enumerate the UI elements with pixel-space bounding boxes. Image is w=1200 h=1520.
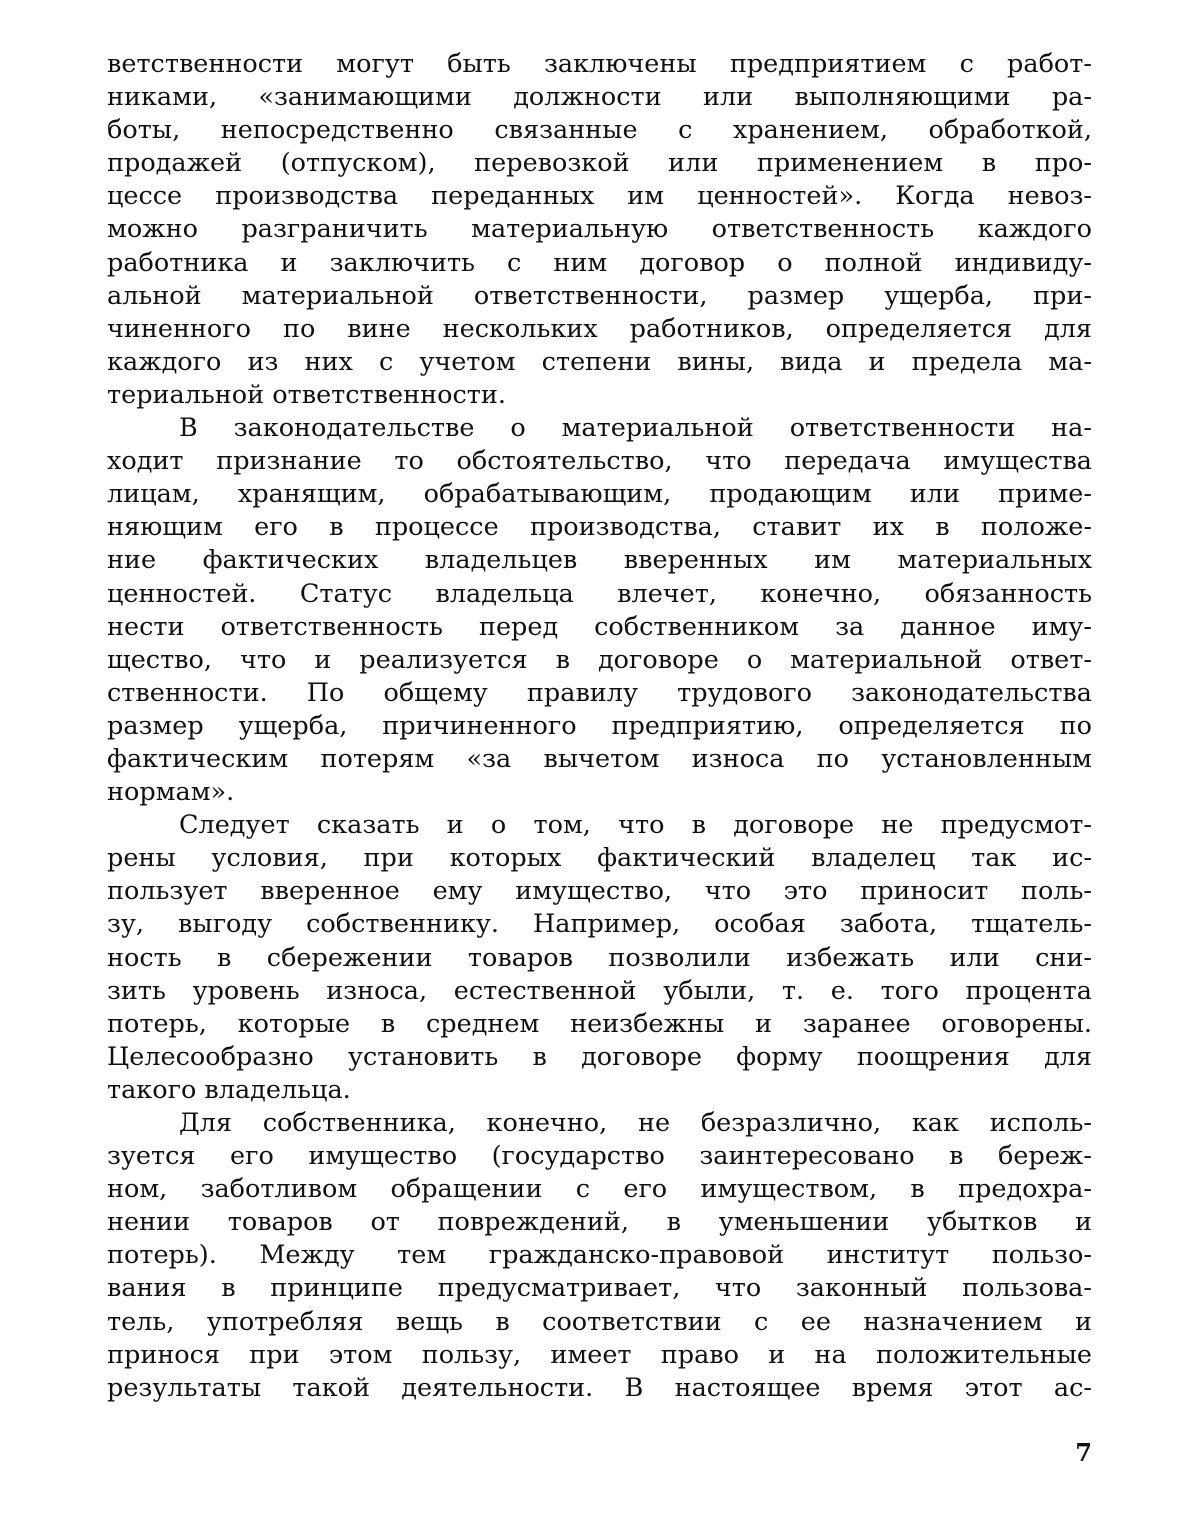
paragraph-1 [107, 48, 1092, 412]
text-line: нормам». [107, 777, 235, 808]
text-line: потерь, которые в среднем неизбежны и заранее оговорены. [107, 1008, 1092, 1039]
text-line: ходит признание то обстоятельство, что передача имущества [107, 446, 1092, 477]
text-line: продажей (отпуском), перевозкой или применением в про- [107, 148, 1092, 179]
text-line: нении товаров от повреждений, в уменьшении убытков и [107, 1207, 1092, 1238]
paragraph-3 [107, 809, 1092, 1107]
text-line: ветственности могут быть заключены предприятием с работ- [107, 49, 1092, 79]
paragraph-2 [107, 412, 1092, 809]
text-line: В законодательстве о материальной ответственности на- [179, 413, 1092, 444]
text-line: никами, «занимающими должности или выполняющими ра- [107, 82, 1092, 113]
text-line: рены условия, при которых фактический владелец так ис- [107, 843, 1092, 874]
text-line: няющим его в процессе производства, ставит их в положе- [107, 512, 1092, 543]
text-line: ценностей. Статус владельца влечет, конечно, обязанность [107, 578, 1092, 609]
text-line: Следует сказать и о том, что в договоре не предусмот- [179, 810, 1092, 841]
text-line: пользует вверенное ему имущество, что это приносит поль- [107, 876, 1092, 907]
text-line: лицам, хранящим, обрабатывающим, продающим или приме- [107, 479, 1092, 510]
text-line: вания в принципе предусматривает, что законный пользова- [107, 1273, 1092, 1304]
text-line: зу, выгоду собственнику. Например, особая забота, тщатель- [107, 909, 1092, 940]
text-line: ственности. По общему правилу трудового законодательства [107, 677, 1092, 708]
text-line: цессе производства переданных им ценностей». Когда невоз- [107, 181, 1092, 212]
page-text-body [107, 48, 1092, 1488]
text-line: боты, непосредственно связанные с хранением, обработкой, [107, 115, 1092, 146]
text-line: такого владельца. [107, 1074, 351, 1105]
text-line: каждого из них с учетом степени вины, вида и предела ма- [107, 346, 1092, 377]
text-line: ние фактических владельцев вверенных им материальных [107, 545, 1092, 576]
text-line: ном, заботливом обращении с его имуществом, в предохра- [107, 1174, 1092, 1205]
text-line: размер ущерба, причиненного предприятию, определяется по [107, 710, 1092, 741]
text-line: териальной ответственности. [107, 379, 506, 410]
page-number: 7 [1075, 1438, 1092, 1467]
text-line: чиненного по вине нескольких работников, определяется для [107, 313, 1092, 344]
text-line: фактическим потерям «за вычетом износа по установленным [107, 743, 1092, 774]
text-line: можно разграничить материальную ответственность каждого [107, 214, 1092, 245]
text-line: тель, употребляя вещь в соответствии с ее назначением и [107, 1306, 1092, 1337]
text-line: работника и заключить с ним договор о полной индивиду- [107, 247, 1092, 278]
text-line: Целесообразно установить в договоре форму поощрения для [107, 1041, 1092, 1072]
text-line: зуется его имущество (государство заинтересовано в береж- [107, 1141, 1092, 1172]
text-line: щество, что и реализуется в договоре о материальной ответ- [107, 644, 1092, 675]
paragraph-4 [107, 1107, 1092, 1405]
text-line: принося при этом пользу, имеет право и на положительные [107, 1339, 1092, 1370]
text-line: нести ответственность перед собственником за данное иму- [107, 611, 1092, 642]
text-line: потерь). Между тем гражданско-правовой институт пользо- [107, 1240, 1092, 1271]
text-line: Для собственника, конечно, не безразлично, как исполь- [179, 1108, 1092, 1138]
text-line: результаты такой деятельности. В настоящее время этот ас- [107, 1372, 1092, 1403]
text-line: альной материальной ответственности, размер ущерба, при- [107, 280, 1092, 311]
text-line: зить уровень износа, естественной убыли, т. е. того процента [107, 975, 1092, 1006]
text-line: ность в сбережении товаров позволили избежать или сни- [107, 942, 1092, 973]
